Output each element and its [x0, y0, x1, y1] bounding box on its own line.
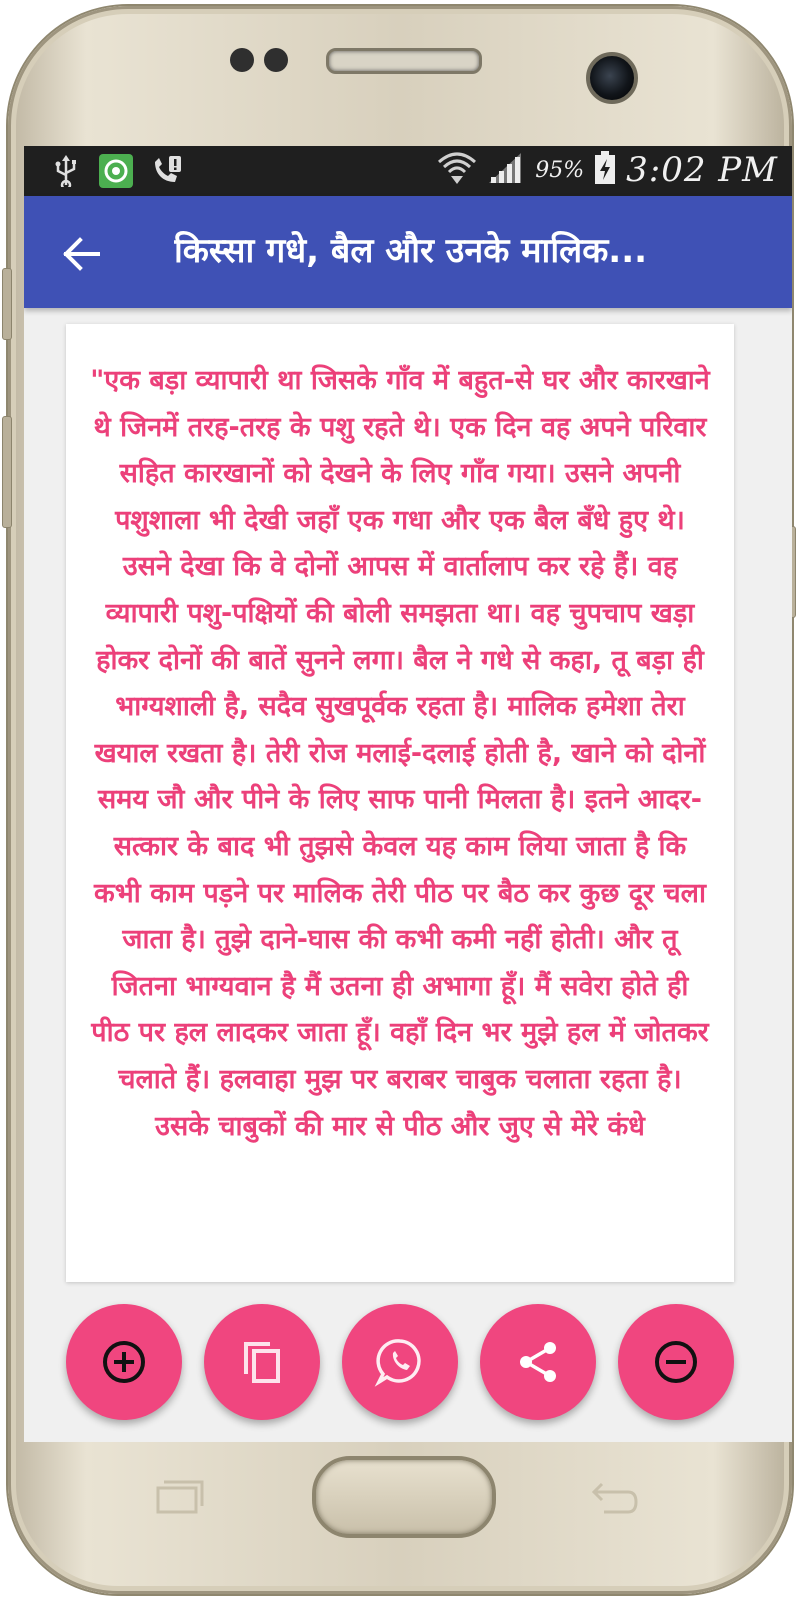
- story-card[interactable]: [66, 324, 734, 1282]
- zoom-in-button[interactable]: [66, 1304, 182, 1420]
- sensor-dot: [264, 48, 288, 72]
- sensor-dot: [230, 48, 254, 72]
- phone-frame: [8, 6, 792, 1594]
- app-notification-icon: [98, 154, 134, 188]
- front-camera: [586, 52, 638, 104]
- action-bar: [24, 1304, 792, 1424]
- whatsapp-button[interactable]: [342, 1304, 458, 1420]
- usb-icon: [48, 154, 84, 188]
- home-button[interactable]: [312, 1456, 496, 1538]
- status-bar: [24, 146, 792, 196]
- earpiece-speaker: [326, 48, 482, 74]
- battery-charging-icon: [594, 151, 616, 189]
- page-title: किस्सा गधे, बैल और उनके मालिक...: [174, 231, 648, 271]
- status-time: 3:02 PM: [626, 150, 778, 190]
- back-key[interactable]: [584, 1476, 640, 1520]
- volume-button: [2, 268, 12, 340]
- side-button: [2, 416, 12, 528]
- arrow-left-icon[interactable]: [58, 230, 106, 278]
- screen: [24, 146, 792, 1442]
- wifi-icon: [437, 150, 477, 190]
- share-icon: [514, 1338, 562, 1386]
- signal-icon: [487, 151, 525, 189]
- plus-circle-icon: [100, 1338, 148, 1386]
- battery-percent: 95%: [535, 157, 585, 183]
- minus-circle-icon: [652, 1338, 700, 1386]
- copy-icon: [238, 1338, 286, 1386]
- missed-call-icon: [148, 154, 184, 188]
- whatsapp-icon: [374, 1336, 426, 1388]
- story-text: "एक बड़ा व्यापारी था जिसके गाँव में बहुत-से घर और कारखाने थे जिनमें तरह-तरह के पशु रहते थे। एक दिन वह अपने परिवार सहित कारखानों को देखने के लिए गाँव गया। उसने अपनी पशुशाला भी देखी जहाँ एक गधा और एक बैल बँधे हुए थे। उसने देखा कि वे दोनों आपस में वार्तालाप कर रहे हैं। वह व्यापारी पशु-पक्षियों की बोली समझता था। वह चुपचाप खड़ा होकर दोनों की बातें सुनने लगा। बैल ने गधे से कहा, तू बड़ा ही भाग्यशाली है, सदैव सुखपूर्वक रहता है। मालिक हमेशा तेरा खयाल रखता है। तेरी रोज मलाई-दलाई होती है, खाने को दोनों समय जौ और पीने के लिए साफ पानी मिलता है। इतने आदर-सत्कार के बाद भी तुझसे केवल यह काम लिया जाता है कि कभी काम पड़ने पर मालिक तेरी पीठ पर बैठ कर कुछ दूर चला जाता है। तुझे दाने-घास की कभी कमी नहीं होती। और तू जितना भाग्यवान है मैं उतना ही अभागा हूँ। मैं सवेरा होते ही पीठ पर हल लादकर जाता हूँ। वहाँ दिन भर मुझे हल में जोतकर चलाते हैं। हलवाहा मुझ पर बराबर चाबुक चलाता रहता है। उसके चाबुकों की मार से पीठ और जुए से मेरे कंधे: [90, 365, 710, 1142]
- recent-apps-key[interactable]: [150, 1476, 206, 1520]
- share-button[interactable]: [480, 1304, 596, 1420]
- app-bar: [24, 196, 792, 308]
- sensor-dots: [230, 48, 288, 72]
- zoom-out-button[interactable]: [618, 1304, 734, 1420]
- copy-button[interactable]: [204, 1304, 320, 1420]
